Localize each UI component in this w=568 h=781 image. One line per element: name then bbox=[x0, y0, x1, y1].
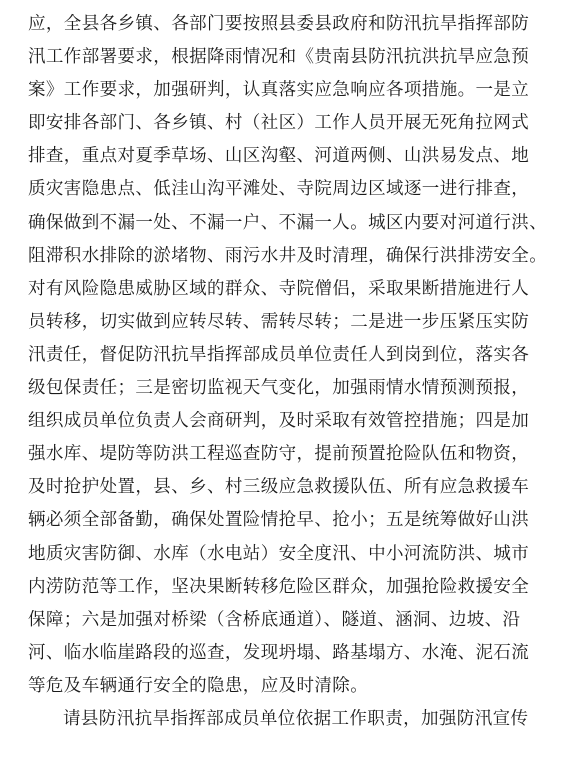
text-line: 确保做到不漏一处、不漏一户、不漏一人。城区内要对河道行洪、 bbox=[28, 212, 548, 233]
paragraph-first-line: 请县防汛抗旱指挥部成员单位依据工作职责，加强防汛宣传 bbox=[63, 708, 529, 729]
text-line: 汛工作部署要求，根据降雨情况和《贵南县防汛抗洪抗旱应急预 bbox=[28, 47, 530, 68]
text-line: 汛责任，督促防汛抗旱指挥部成员单位责任人到岗到位，落实各 bbox=[28, 344, 530, 365]
text-line: 级包保责任；三是密切监视天气变化，加强雨情水情预测预报， bbox=[28, 378, 530, 399]
text-line: 辆必须全部备勤，确保处置险情抢早、抢小；五是统筹做好山洪 bbox=[28, 510, 530, 531]
text-line: 内涝防范等工作，坚决果断转移危险区群众，加强抢险救援安全 bbox=[28, 576, 530, 597]
text-line: 等危及车辆通行安全的隐患，应及时清除。 bbox=[28, 675, 369, 696]
text-line: 对有风险隐患威胁区域的群众、寺院僧侣，采取果断措施进行人 bbox=[28, 278, 530, 299]
body-text bbox=[28, 8, 548, 736]
text-line: 河、临水临崖路段的巡查，发现坍塌、路基塌方、水淹、泥石流 bbox=[28, 642, 530, 663]
text-line: 员转移，切实做到应转尽转、需转尽转；二是进一步压紧压实防 bbox=[28, 311, 530, 332]
text-line: 应，全县各乡镇、各部门要按照县委县政府和防汛抗旱指挥部防 bbox=[28, 14, 530, 34]
text-line: 地质灾害防御、水库（水电站）安全度汛、中小河流防洪、城市 bbox=[28, 543, 530, 564]
text-line: 保障；六是加强对桥梁（含桥底通道）、隧道、涵洞、边坡、沿 bbox=[28, 609, 521, 630]
text-line: 排查，重点对夏季草场、山区沟壑、河道两侧、山洪易发点、地 bbox=[28, 146, 530, 167]
text-line: 阻滞积水排除的淤堵物、雨污水井及时清理，确保行洪排涝安全。 bbox=[28, 245, 548, 266]
text-line: 及时抢护处置，县、乡、村三级应急救援队伍、所有应急救援车 bbox=[28, 477, 530, 498]
text-line: 即安排各部门、各乡镇、村（社区）工作人员开展无死角拉网式 bbox=[28, 113, 530, 134]
text-line: 强水库、堤防等防洪工程巡查防守，提前预置抢险队伍和物资， bbox=[28, 444, 530, 465]
text-line: 案》工作要求，加强研判，认真落实应急响应各项措施。一是立 bbox=[28, 80, 530, 101]
text-line: 组织成员单位负责人会商研判，及时采取有效管控措施；四是加 bbox=[28, 411, 530, 432]
text-line: 质灾害隐患点、低洼山沟平滩处、寺院周边区域逐一进行排查， bbox=[28, 179, 530, 200]
